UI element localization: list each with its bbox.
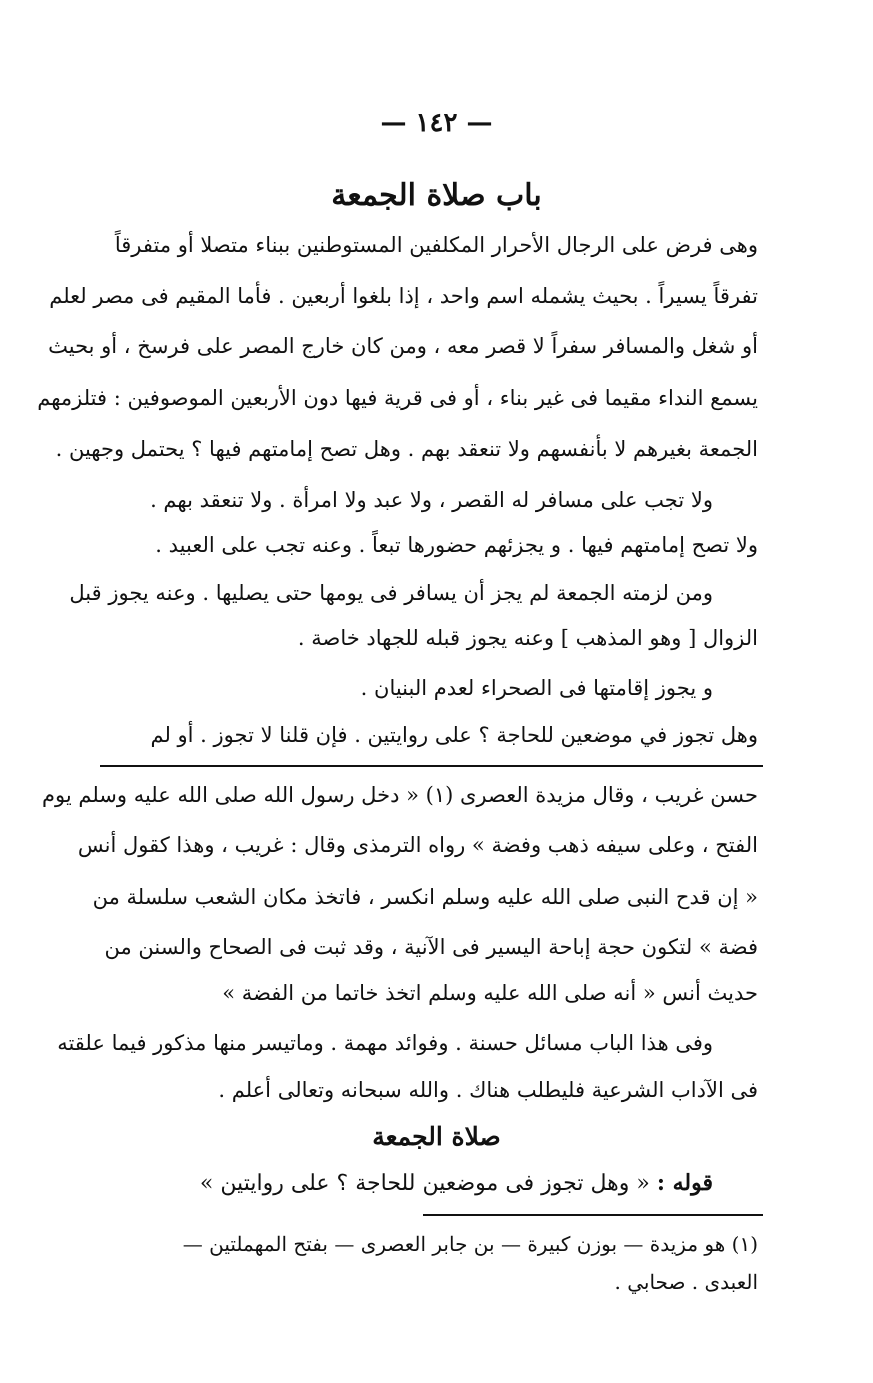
qawl-label: قوله : <box>656 1170 713 1196</box>
main-text-line: و يجوز إقامتها فى الصحراء لعدم البنيان . <box>360 676 713 700</box>
footnote-separator-rule <box>423 1214 763 1216</box>
main-text-line: أو شغل والمسافر سفراً لا قصر معه ، ومن كان خارج المصر على فرسخ ، أو بحيث <box>48 334 758 358</box>
commentary-line: وفى هذا الباب مسائل حسنة . وفوائد مهمة . وماتيسر منها مذكور فيما علقته <box>57 1031 713 1055</box>
commentary-line: فضة » لتكون حجة إباحة اليسير فى الآنية ، وقد ثبت فى الصحاح والسنن من <box>104 935 758 959</box>
text-separator-rule <box>100 765 763 767</box>
qawl-quote <box>200 1170 713 1196</box>
main-text-line: وهى فرض على الرجال الأحرار المكلفين المستوطنين ببناء متصلا أو متفرقاً <box>114 233 758 257</box>
footnote-line: (١) هو مزيدة — بوزن كبيرة — بن جابر العصرى — بفتح المهملتين — <box>182 1232 758 1256</box>
footnote-line: العبدى . صحابي . <box>614 1270 758 1294</box>
commentary-line: « إن قدح النبى صلى الله عليه وسلم انكسر ، فاتخذ مكان الشعب سلسلة من <box>92 885 758 909</box>
commentary-line: حسن غريب ، وقال مزيدة العصرى (١) « دخل رسول الله صلى الله عليه وسلم يوم <box>42 783 758 807</box>
main-text-line: تفرقاً يسيراً . بحيث يشمله اسم واحد ، إذا بلغوا أربعين . فأما المقيم فى مصر لعلم <box>49 284 758 308</box>
main-text-line: يسمع النداء مقيما فى غير بناء ، أو فى قرية فيها دون الأربعين الموصوفين : فتلزمهم <box>37 386 758 410</box>
commentary-line: حديث أنس « أنه صلى الله عليه وسلم اتخذ خاتما من الفضة » <box>222 981 758 1005</box>
main-text-line: الجمعة بغيرهم لا بأنفسهم ولا تنعقد بهم . وهل تصح إمامتهم فيها ؟ يحتمل وجهين . <box>55 437 758 461</box>
commentary-line: فى الآداب الشرعية فليطلب هناك . والله سبحانه وتعالى أعلم . <box>218 1078 758 1102</box>
main-text-line: ولا تصح إمامتهم فيها . و يجزئهم حضورها تبعاً . وعنه تجب على العبيد . <box>155 533 758 557</box>
main-text-line: ولا تجب على مسافر له القصر ، ولا عبد ولا امرأة . ولا تنعقد بهم . <box>150 488 713 512</box>
main-text-line: ومن لزمته الجمعة لم يجز أن يسافر فى يومها حتى يصليها . وعنه يجوز قبل <box>69 581 713 605</box>
chapter-title: باب صلاة الجمعة <box>331 178 542 213</box>
qawl-text: « وهل تجوز فى موضعين للحاجة ؟ على روايتين » <box>199 1171 650 1196</box>
main-text-line: الزوال [ وهو المذهب ] وعنه يجوز قبله للجهاد خاصة . <box>297 626 758 650</box>
commentary-line: الفتح ، وعلى سيفه ذهب وفضة » رواه الترمذى وقال : غريب ، وهذا كقول أنس <box>77 833 758 857</box>
commentary-section-title: صلاة الجمعة <box>372 1122 501 1151</box>
page-number: — ١٤٢ — <box>380 108 493 138</box>
main-text-line: وهل تجوز في موضعين للحاجة ؟ على روايتين . فإن قلنا لا تجوز . أو لم <box>150 723 758 747</box>
